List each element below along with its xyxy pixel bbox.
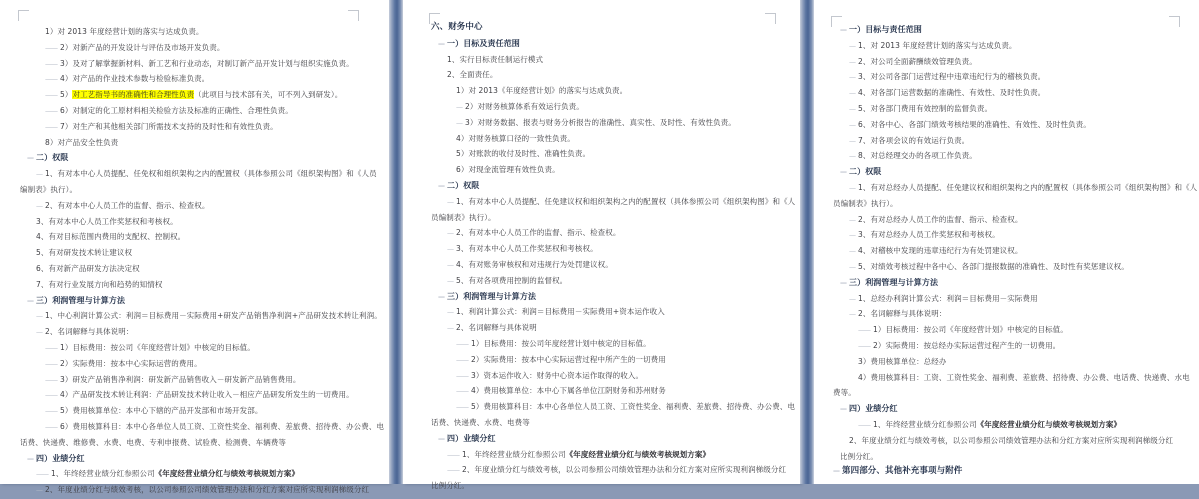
text-run: 5）费用核算单位：本中心下辖的产品开发部和市场开发部。: [60, 406, 263, 416]
text-run: 2、名词解释与具体说明：: [45, 327, 134, 337]
tab-mark: —: [849, 183, 855, 192]
text-run: 1、有对总经办人员提配、任免建议权和组织架构之内的配置权（具体参照公司《组织架构图》和《人: [858, 182, 1198, 192]
tab-mark: —: [438, 181, 444, 190]
doc-line: [431, 241, 794, 257]
tab-mark: —: [27, 454, 33, 463]
page-1-content: [0, 0, 389, 498]
text-run: 2）实际费用：按本中心实际运营的费用。: [60, 358, 202, 368]
doc-line: [20, 324, 383, 340]
doc-line: [833, 433, 1193, 449]
doc-line: [20, 451, 383, 467]
tab-mark: ——: [45, 122, 57, 131]
tab-mark: —: [849, 136, 855, 145]
doc-line: [20, 387, 383, 403]
text-run: 2、年度业绩分红与绩效考核，以公司参照公司绩效管理办法和分红方案对应所实现利润梯级分红: [462, 465, 787, 475]
text-run: 1）目标费用：按公司《年度经营计划》中核定的目标值。: [60, 342, 255, 352]
text-run: 6）对现金流管理有效性负责。: [456, 165, 560, 175]
doc-line: [833, 38, 1193, 54]
tab-mark: —: [849, 152, 855, 161]
doc-line: [431, 178, 794, 194]
page-3[interactable]: [814, 0, 1199, 484]
text-run: 2、有对本中心人员工作的监督、指示、检查权。: [45, 200, 210, 210]
page-2[interactable]: [403, 0, 800, 491]
text-run: 5）对账款的收付及时性、准确性负责。: [456, 149, 591, 159]
tab-mark: —: [849, 215, 855, 224]
text-run: 2、对公司全面薪酬绩效管理负责。: [858, 56, 977, 66]
text-run: 1）对 2013 年度经营计划的落实与达成负责。: [45, 27, 204, 36]
text-run: 1）对 2013《年度经营计划》的落实与达成负责。: [456, 86, 628, 96]
text-run: 三）利润管理与计算方法: [849, 277, 939, 287]
page-3-content: [814, 0, 1199, 480]
tab-mark: —: [840, 26, 846, 34]
doc-line: [20, 40, 383, 56]
doc-line: [20, 372, 383, 388]
tab-mark: —: [849, 247, 855, 256]
tab-mark: ——: [36, 470, 48, 479]
text-run: 3、有对本中心人员工作奖惩权和考核权。: [456, 244, 598, 254]
text-run: 2、名词解释与具体说明：: [858, 309, 947, 319]
doc-line: [833, 212, 1193, 228]
text-run: 4）对财务核算口径的一致性负责。: [456, 133, 575, 143]
doc-line: [833, 54, 1193, 70]
text-run: 5、对各部门费用有效控制的监督负责。: [858, 103, 993, 113]
doc-line: [20, 119, 383, 135]
doc-line: [431, 273, 794, 289]
tab-mark: —: [36, 312, 42, 321]
doc-line: [431, 257, 794, 273]
tab-mark: —: [849, 120, 855, 129]
text-run: 1、总经办利润计算公式：利润＝目标费用－实际费用: [858, 293, 1038, 303]
text-run: 2）对新产品的开发设计与评估及市场开发负责。: [60, 42, 225, 52]
doc-line: [20, 198, 383, 214]
text-run: 6、对各中心、各部门绩效考核结果的准确性、有效性、及时性负责。: [858, 119, 1091, 129]
text-run: 话费、快递费、维修费、水费、电费、专利申报费、试验费、检测费、车辆费等: [20, 437, 286, 447]
tab-mark: —: [447, 308, 453, 317]
doc-line: [833, 164, 1193, 180]
doc-line: [833, 354, 1193, 370]
doc-line: [431, 131, 794, 147]
doc-line: [833, 417, 1193, 433]
text-run: 4、对各部门运营数据的准确性、有效性、及时性负责。: [858, 88, 1046, 98]
doc-line: [431, 162, 794, 178]
doc-line: [20, 466, 383, 482]
doc-line: [20, 229, 383, 245]
tab-mark: —: [447, 324, 453, 333]
tab-mark: —: [36, 328, 42, 337]
text-run: 3、有对总经办人员工作奖惩权和考核权。: [858, 230, 1000, 240]
text-run: 1）目标费用：按公司《年度经营计划》中核定的目标值。: [873, 325, 1068, 335]
doc-line: [431, 194, 794, 210]
tab-mark: —: [27, 154, 33, 163]
tab-mark: —: [849, 231, 855, 240]
page-1[interactable]: [0, 0, 389, 495]
tab-mark: —: [849, 294, 855, 303]
doc-line: [833, 196, 1193, 212]
text-run: 费等。: [833, 388, 856, 398]
tab-mark: —: [447, 229, 453, 238]
text-run: 6）对制定的化工原材料相关检验方法及标准的正确性、合理性负责。: [60, 105, 293, 115]
text-run: 3）资本运作收入：财务中心资本运作取得的收入。: [471, 370, 644, 380]
doc-line: [20, 245, 383, 261]
tab-mark: —: [849, 41, 855, 50]
doc-line: [833, 243, 1193, 259]
tab-mark: —: [447, 276, 453, 285]
tab-mark: ——: [45, 422, 57, 431]
doc-line: [431, 99, 794, 115]
doc-line: [833, 101, 1193, 117]
page-2-content: [403, 0, 800, 494]
tab-mark: —: [36, 486, 42, 495]
tab-mark: ——: [45, 106, 57, 115]
text-run: 7、有对行业发展方向和趋势的知情权: [36, 279, 163, 289]
text-run: 二）权限: [36, 153, 69, 163]
doc-line: [20, 87, 383, 103]
doc-line: [833, 370, 1193, 386]
tab-mark: ——: [456, 339, 468, 348]
tab-mark: —: [27, 296, 33, 305]
tab-mark: ——: [456, 387, 468, 396]
text-run: 5、有对各项费用控制的监督权。: [456, 275, 568, 285]
tab-mark: ——: [447, 450, 459, 459]
tab-mark: —: [36, 201, 42, 210]
text-run: 四）业绩分红: [36, 453, 85, 463]
text-run: 3）对财务数据、报表与财务分析报告的准确性、真实性、及时性、有效性负责。: [465, 117, 736, 127]
tab-mark: ——: [45, 91, 57, 100]
text-run: 7、对各项会议的有效运行负责。: [858, 135, 970, 145]
text-run: 1、年终经营业绩分红参照公司: [873, 419, 977, 429]
tab-mark: ——: [456, 371, 468, 380]
text-run: 8）对产品安全性负责: [45, 137, 119, 147]
doc-line: [20, 308, 383, 324]
doc-line: [20, 356, 383, 372]
text-run: 4）产品研发技术转让利润：产品研发技术转让收入－相应产品研发所发生的一切费用。: [60, 390, 354, 400]
doc-line: [20, 103, 383, 119]
doc-line: [431, 336, 794, 352]
text-run: 5）费用核算科目：本中心各单位人员工资、工资性奖金、福利费、差旅费、招待费、办公费、电: [471, 402, 796, 412]
text-run: 5、对绩效考核过程中各中心、各部门提报数据的准确性、及时性有奖惩建议权。: [858, 261, 1129, 271]
doc-line: [431, 146, 794, 162]
doc-line: [431, 352, 794, 368]
doc-line: [833, 69, 1193, 85]
doc-line: [20, 482, 383, 498]
text-run: 6、有对新产品研发方法决定权: [36, 263, 140, 273]
text-run: 三）利润管理与计算方法: [447, 291, 537, 301]
tab-mark: —: [849, 310, 855, 319]
tab-mark: —: [840, 168, 846, 177]
text-run: 2）对财务核算体系有效运行负责。: [465, 101, 584, 111]
doc-line: [431, 67, 794, 83]
tab-mark: ——: [45, 43, 57, 52]
text-run: 话费、快递费、水费、电费等: [431, 417, 530, 427]
doc-line: [833, 291, 1193, 307]
doc-line: [431, 304, 794, 320]
doc-line: [431, 478, 794, 494]
text-run: 6）费用核算科目：本中心各单位人员工资、工资性奖金、福利费、差旅费、招待费、办公费、电: [60, 421, 385, 431]
doc-line: [833, 148, 1193, 164]
text-run: 1）目标费用：按公司年度经营计划中核定的目标值。: [471, 338, 651, 348]
doc-line: [20, 261, 383, 277]
text-run: 编制表》执行）。: [20, 184, 78, 194]
tab-mark: —: [849, 73, 855, 82]
text-run: 1、中心利润计算公式：利润＝目标费用－实际费用+研发产品销售净利润+产品研发技术转让利润。: [45, 311, 382, 321]
text-run: 2、全面责任。: [447, 70, 498, 80]
doc-line: [20, 214, 383, 230]
text-run: 2、有对总经办人员工作的监督、指示、检查权。: [858, 214, 1023, 224]
doc-line: [833, 322, 1193, 338]
tab-mark: ——: [45, 75, 57, 84]
tab-mark: ——: [45, 359, 57, 368]
bold-title-text: 《年度经营业绩分红与绩效考核规划方案》: [565, 449, 711, 459]
doc-line: [833, 259, 1193, 275]
text-run: 1、年终经营业绩分红参照公司: [462, 449, 566, 459]
doc-line: [833, 275, 1193, 291]
tab-mark: —: [833, 467, 839, 476]
text-run: 4）费用核算科目：工资、工资性奖金、福利费、差旅费、招待费、办公费、电话费、快递费、水电: [858, 372, 1190, 382]
text-run: 员编制表》执行）。: [431, 212, 496, 222]
bold-title-text: 《年度经营业绩分红与绩效考核规划方案》: [154, 469, 300, 479]
text-run: 四）业绩分红: [447, 433, 496, 443]
doc-line: [431, 431, 794, 447]
text-run: 4）对产品的作业技术参数与检验标准负责。: [60, 74, 210, 84]
text-run: 2）实际费用：按本中心实际运营过程中所产生的一切费用: [471, 354, 666, 364]
text-run: 2、年度业绩分红与绩效考核，以公司参照公司绩效管理办法和分红方案对应所实现利润梯级分红: [849, 435, 1174, 445]
tab-mark: ——: [45, 391, 57, 400]
tab-mark: —: [840, 278, 846, 287]
text-run: 8、对总经理交办的各项工作负责。: [858, 151, 977, 161]
doc-line: [833, 464, 1193, 480]
page-gap: [389, 0, 403, 484]
text-run: 三）利润管理与计算方法: [36, 295, 126, 305]
doc-line: [20, 135, 383, 151]
tab-mark: ——: [45, 343, 57, 352]
doc-line: [833, 338, 1193, 354]
doc-line: [20, 56, 383, 72]
doc-line: [833, 227, 1193, 243]
doc-line: [833, 133, 1193, 149]
text-run: 5）: [60, 90, 73, 100]
doc-line: [431, 52, 794, 68]
text-run: 2、有对本中心人员工作的监督、指示、检查权。: [456, 228, 621, 238]
tab-mark: ——: [858, 341, 870, 350]
text-run: 员编制表》执行）。: [833, 198, 898, 208]
tab-mark: —: [456, 118, 462, 127]
text-run: 2）实际费用：按总经办实际运营过程产生的一切费用。: [873, 340, 1061, 350]
text-run: 四）业绩分红: [849, 404, 898, 414]
doc-line: [431, 447, 794, 463]
tab-mark: —: [36, 170, 42, 179]
text-run: 比例分红。: [840, 451, 878, 461]
text-run: 1、对 2013 年度经营计划的落实与达成负责。: [858, 40, 1017, 50]
highlighted-text: 对工艺指导书的准确性和合理性负责: [72, 90, 195, 100]
tab-mark: ——: [45, 407, 57, 416]
text-run: 1、实行目标责任制运行模式: [447, 54, 544, 64]
text-run: 一）目标及责任范围: [447, 38, 520, 48]
doc-line: [431, 20, 794, 36]
tab-mark: —: [447, 260, 453, 269]
tab-mark: —: [438, 39, 444, 48]
doc-line: [431, 383, 794, 399]
doc-line: [431, 368, 794, 384]
doc-line: [20, 340, 383, 356]
text-run: 4）费用核算单位：本中心下属各单位江阴财务和苏州财务: [471, 386, 666, 396]
tab-mark: —: [849, 262, 855, 271]
text-run: 3）及对了解掌握新材料、新工艺和行业动态，对制订新产品开发计划与组织实施负责。: [60, 58, 354, 68]
tab-mark: —: [840, 405, 846, 414]
doc-line: [431, 36, 794, 52]
tab-mark: —: [849, 89, 855, 98]
doc-line: [431, 399, 794, 415]
doc-line: [833, 306, 1193, 322]
tab-mark: —: [447, 197, 453, 206]
bold-title-text: 《年度经营业绩分红与绩效考核规划方案》: [976, 419, 1122, 429]
doc-line: [20, 71, 383, 87]
text-run: 3）研发产品销售净利润：研发新产品销售收入－研发新产品销售费用。: [60, 374, 301, 384]
text-run: 5、有对研发技术转让建议权: [36, 248, 133, 258]
doc-line: [833, 449, 1193, 465]
doc-line: [431, 462, 794, 478]
doc-line: [833, 401, 1193, 417]
tab-mark: ——: [45, 375, 57, 384]
text-run: 1、年终经营业绩分红参照公司: [51, 469, 155, 479]
tab-mark: ——: [456, 403, 468, 412]
doc-line: [20, 403, 383, 419]
text-run: 2、名词解释与具体说明: [456, 323, 537, 333]
doc-line: [833, 180, 1198, 196]
text-run: 1、有对本中心人员提配、任免权和组织架构之内的配置权（具体参照公司《组织架构图》和《人员: [45, 169, 377, 179]
text-run: 一）目标与责任范围: [849, 25, 922, 34]
doc-line: [431, 210, 794, 226]
tab-mark: ——: [447, 466, 459, 475]
tab-mark: ——: [456, 355, 468, 364]
text-run: 1、有对本中心人员提配、任免建议权和组织架构之内的配置权（具体参照公司《组织架构图》和《人: [456, 196, 796, 206]
text-run: 4、有对账务审核权和对违规行为处罚建议权。: [456, 259, 613, 269]
doc-line: [20, 182, 383, 198]
text-run: 二）权限: [447, 180, 480, 190]
doc-line: [20, 150, 383, 166]
tab-mark: —: [438, 434, 444, 443]
tab-mark: ——: [45, 59, 57, 68]
page-gap: [800, 0, 814, 484]
doc-line: [833, 85, 1193, 101]
tab-mark: —: [849, 104, 855, 113]
tab-mark: —: [447, 245, 453, 254]
text-run: 4、有对目标范围内费用的支配权、控制权。: [36, 232, 186, 242]
text-run: 3、对公司各部门运营过程中违章违纪行为的稽核负责。: [858, 72, 1046, 82]
tab-mark: ——: [858, 420, 870, 429]
tab-mark: —: [438, 292, 444, 301]
text-run: 六、财务中心: [431, 22, 483, 32]
text-run: 第四部分、其他补充事项与附件: [842, 466, 963, 477]
doc-line: [431, 225, 794, 241]
text-run: 7）对生产和其他相关部门所需技术支持的及时性和有效性负责。: [60, 121, 278, 131]
doc-line: [20, 277, 383, 293]
tab-mark: ——: [858, 326, 870, 335]
text-run: 二）权限: [849, 167, 882, 177]
doc-line: [833, 117, 1193, 133]
tab-mark: —: [456, 102, 462, 111]
doc-line: [833, 385, 1193, 401]
doc-line: [431, 320, 794, 336]
doc-line: [20, 24, 383, 40]
doc-line: [431, 83, 794, 99]
doc-line: [431, 115, 794, 131]
text-run: （此项目与技术部有关，可不列入到研发）。: [194, 90, 343, 100]
doc-line: [20, 435, 383, 451]
doc-line: [833, 22, 1193, 38]
doc-line: [431, 415, 794, 431]
doc-line: [20, 419, 383, 435]
doc-line: [431, 289, 794, 305]
text-run: 3）费用核算单位：总经办: [858, 356, 947, 366]
text-run: 1、利润计算公式：利润＝目标费用－实际费用+资本运作收入: [456, 307, 665, 317]
text-run: 2、年度业绩分红与绩效考核，以公司参照公司绩效管理办法和分红方案对应所实现利润梯级分红: [45, 485, 370, 495]
tab-mark: —: [849, 57, 855, 66]
text-run: 3、有对本中心人员工作奖惩权和考核权。: [36, 216, 178, 226]
doc-line: [20, 166, 383, 182]
text-run: 比例分红。: [431, 481, 469, 491]
doc-line: [20, 293, 383, 309]
text-run: 4、对稽核中发现的违章违纪行为有处罚建议权。: [858, 246, 1023, 256]
